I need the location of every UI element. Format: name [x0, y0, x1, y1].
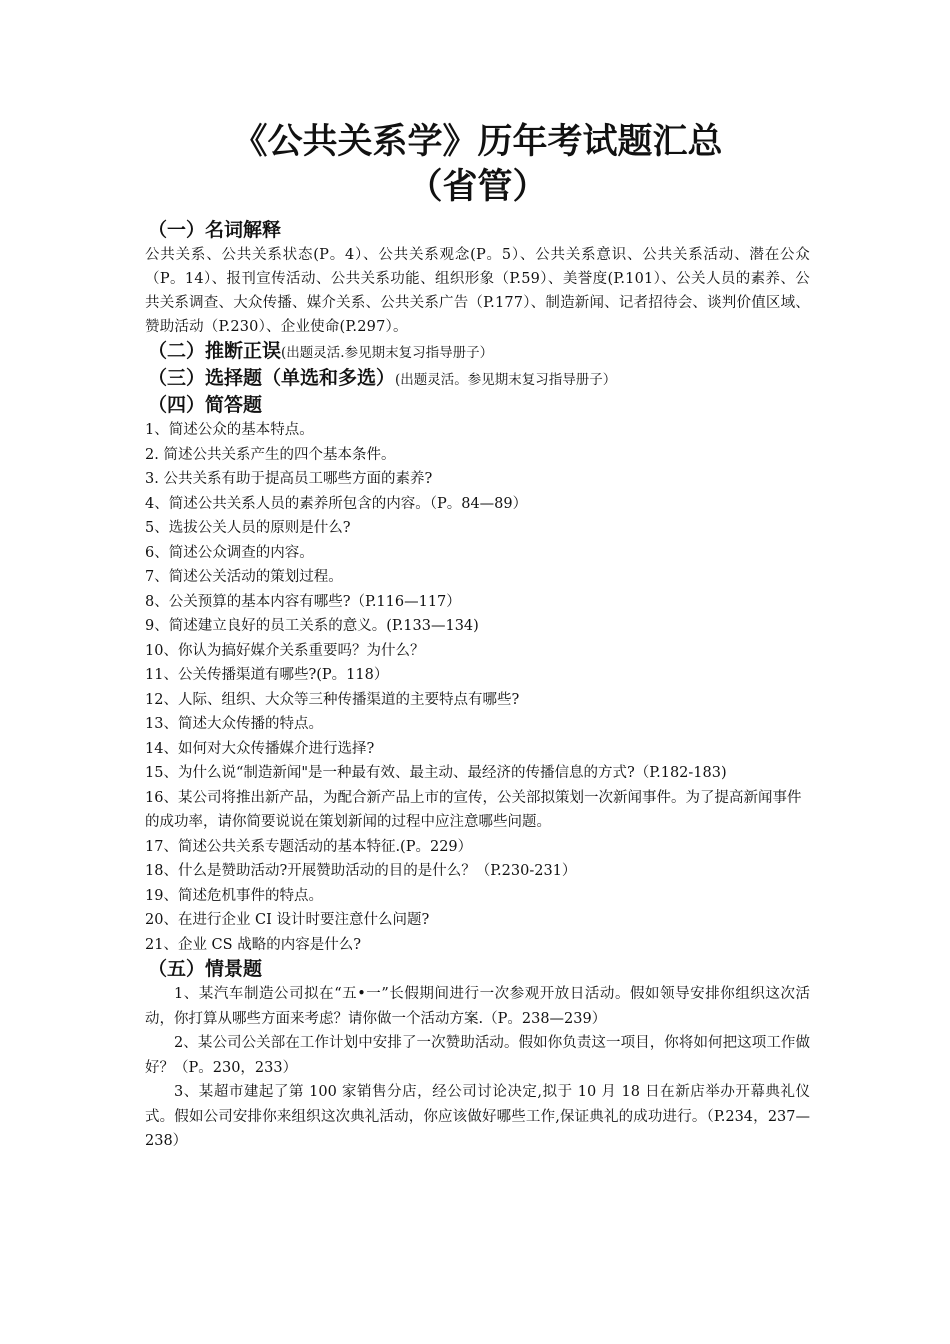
section-heading-scenario: （五）情景题	[148, 958, 263, 980]
list-item: 5、选拔公关人员的原则是什么?	[145, 520, 351, 536]
section-heading-true-false-label: （二）推断正误	[148, 340, 282, 362]
list-item: 20、在进行企业 CI 设计时要注意什么问题?	[145, 912, 430, 928]
list-item: 7、简述公关活动的策划过程。	[145, 569, 343, 585]
section-heading-short-answer: （四）简答题	[148, 394, 263, 416]
list-item: 4、简述公共关系人员的素养所包含的内容。（P。84—89）	[145, 495, 528, 512]
scenario-item: 3、某超市建起了第 100 家销售分店，经公司讨论决定,拟于 10 月 18 日在新店举办开幕典礼仪式。假如公司安排你来组织这次典礼活动，你应该做好哪些工作,保证典礼的成功进行。（P.234，237—238）	[145, 1084, 810, 1149]
section-heading-choice-label: （三）选择题（单选和多选）	[148, 367, 396, 389]
list-item: 21、企业 CS 战略的内容是什么?	[145, 936, 361, 953]
section-heading-true-false	[148, 339, 810, 366]
list-item: 14、如何对大众传播媒介进行选择?	[145, 740, 375, 757]
list-item: 2. 简述公共关系产生的四个基本条件。	[145, 446, 396, 463]
scenario-item: 1、某汽车制造公司拟在“五•一”长假期间进行一次参观开放日活动。假如领导安排你组织这次活动，你打算从哪些方面来考虑？请你做一个活动方案.（P。238—239）	[145, 986, 810, 1027]
section-heading-choice	[148, 366, 810, 393]
list-item: 17、简述公共关系专题活动的基本特征.(P。229）	[145, 838, 473, 855]
list-item: 10、你认为搞好媒介关系重要吗？为什么？	[145, 642, 425, 659]
document-title-line-2: （省管）	[407, 167, 548, 207]
list-item: 18、什么是赞助活动?开展赞助活动的目的是什么？（P.230-231）	[145, 863, 577, 879]
scenario-item: 2、某公司公关部在工作计划中安排了一次赞助活动。假如你负责这一项目，你将如何把这项工作做好？（P。230，233）	[145, 1035, 810, 1076]
document-page	[145, 120, 810, 1154]
document-title-line-1: 《公共关系学》历年考试题汇总	[232, 122, 723, 162]
list-item: 1、简述公众的基本特点。	[145, 422, 314, 438]
list-item: 9、简述建立良好的员工关系的意义。(P.133—134)	[145, 618, 479, 634]
list-item: 12、人际、组织、大众等三种传播渠道的主要特点有哪些?	[145, 691, 520, 708]
list-item: 6、简述公众调查的内容。	[145, 544, 314, 561]
short-answer-list	[145, 418, 810, 957]
section-heading-terms: （一）名词解释	[148, 219, 282, 241]
list-item: 11、公关传播渠道有哪些?(P。118）	[145, 667, 389, 683]
list-item: 8、公关预算的基本内容有哪些?（P.116—117）	[145, 593, 461, 610]
list-item: 3. 公共关系有助于提高员工哪些方面的素养?	[145, 471, 433, 487]
terms-paragraph: 公共关系、公共关系状态(P。4）、公共关系观念(P。5）、公共关系意识、公共关系活动、潜在公众（P。14）、报刊宣传活动、公共关系功能、组织形象（P.59）、美誉度(P.101）、公关人员的素养、公共关系调查、大众传播、媒介关系、公共关系广告（P.177）、制造新闻、记者招待会、谈判价值区域、赞助活动（P.230）、企业使命(P.297）。	[145, 247, 810, 335]
list-item: 15、为什么说“制造新闻"是一种最有效、最主动、最经济的传播信息的方式?（P.182-183)	[145, 765, 727, 781]
list-item: 16、某公司将推出新产品，为配合新产品上市的宣传，公关部拟策划一次新闻事件。为了提高新闻事件的成功率，请你简要说说在策划新闻的过程中应注意哪些问题。	[145, 789, 802, 830]
list-item: 19、简述危机事件的特点。	[145, 887, 323, 904]
section-note-true-false: (出题灵活.参见期末复习指导册子）	[281, 345, 494, 361]
section-note-choice: (出题灵活。参见期末复习指导册子）	[395, 372, 617, 388]
list-item: 13、简述大众传播的特点。	[145, 716, 323, 732]
